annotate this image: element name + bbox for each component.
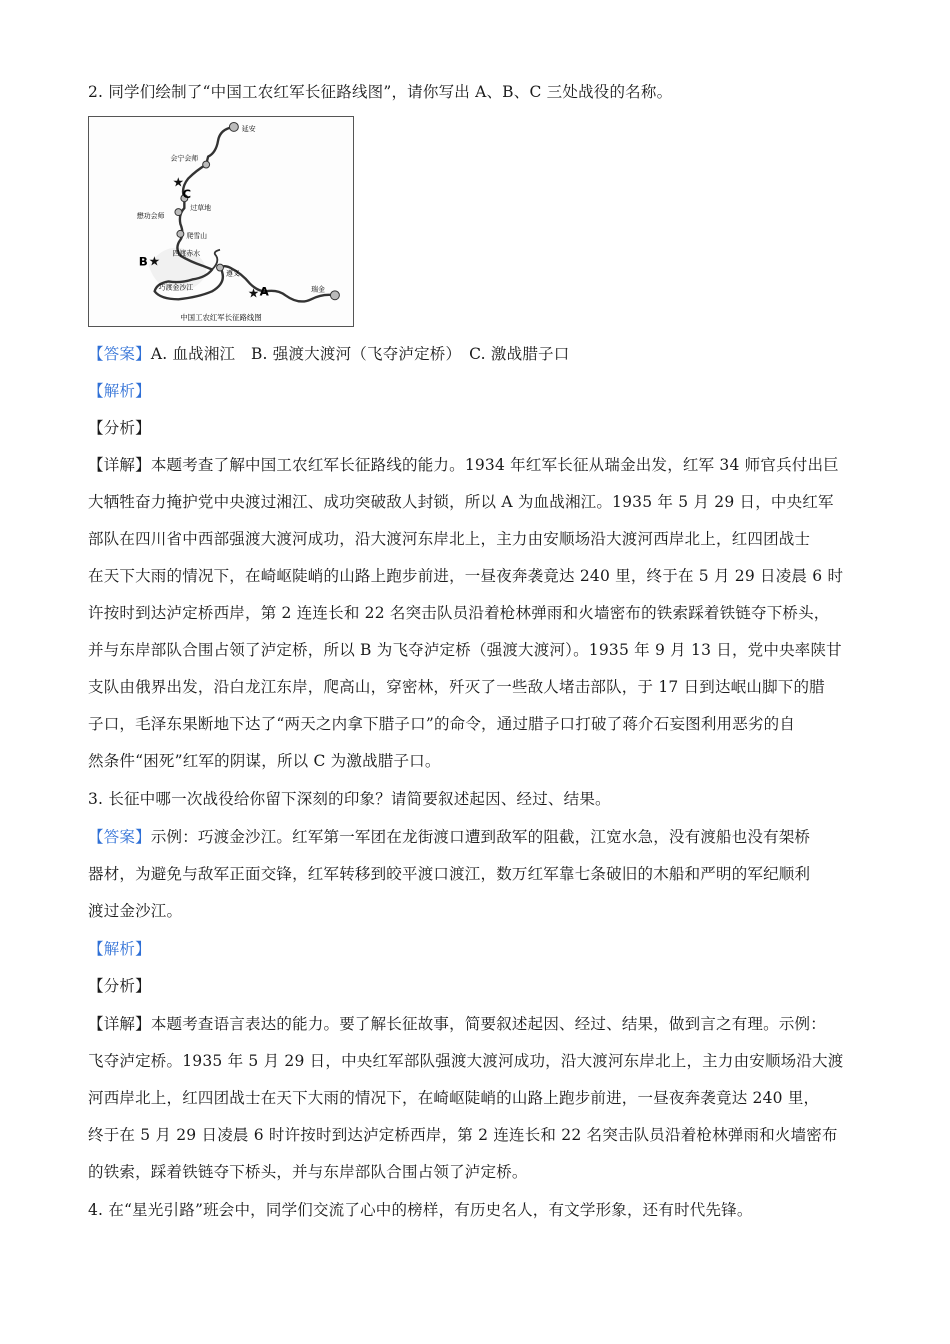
node-maogong — [175, 209, 182, 216]
label-zunyi: 遵义 — [225, 269, 240, 278]
detail-line: 许按时到达泸定桥西岸，第 2 连连长和 22 名突击队员沿着枪林弹雨和火墙密布的铁索踩着铁链夺下桥头， — [88, 604, 830, 622]
question-3: 3. 长征中哪一次战役给你留下深刻的印象？请简要叙述起因、经过、结果。 — [88, 790, 611, 808]
answer-2 — [88, 344, 569, 364]
detail-line: 河西岸北上，红四团战士在天下大雨的情况下，在崎岖陡峭的山路上跑步前进，一昼夜奔袭竟达 240 里， — [88, 1089, 820, 1107]
node-xueshan — [177, 230, 184, 237]
long-march-route-map — [88, 116, 354, 327]
node-ruijin — [330, 291, 339, 300]
detail-line: 并与东岸部队合围占领了泸定桥，所以 B 为飞夺泸定桥（强渡大渡河）。1935 年 9 月 13 日，党中央率陕甘 — [88, 641, 842, 659]
label-huining: 会宁会师 — [170, 154, 199, 163]
detail-line — [88, 455, 839, 475]
label-maogong: 懋功会师 — [136, 212, 165, 221]
detail-line: 在天下大雨的情况下，在崎岖陡峭的山路上跑步前进，一昼夜奔袭竟达 240 里，终于在 5 月 29 日凌晨 6 时 — [88, 567, 844, 585]
answer-3 — [88, 827, 810, 847]
label-xueshan: 爬雪山 — [186, 231, 208, 240]
label-c: C — [182, 187, 192, 202]
answer-tag: 【答案】 — [88, 345, 151, 363]
detail-line: 的铁索，踩着铁链夺下桥头，并与东岸部队合围占领了泸定桥。 — [88, 1163, 528, 1181]
answer-text: A. 血战湘江 B. 强渡大渡河（飞夺泸定桥） C. 激战腊子口 — [150, 345, 570, 363]
detail-line: 然条件“困死”红军的阴谋，所以 C 为激战腊子口。 — [88, 752, 441, 770]
detail-text: 本题考查了解中国工农红军长征路线的能力。1934 年红军长征从瑞金出发，红军 34 师官兵付出巨 — [150, 456, 839, 474]
node-huining — [203, 161, 210, 168]
label-b: B — [138, 254, 148, 269]
label-chishui: 四渡赤水 — [172, 249, 201, 258]
jiexi-tag: 【解析】 — [88, 940, 151, 958]
detail-tag: 【详解】 — [88, 456, 151, 474]
node-yanan — [229, 122, 238, 131]
answer-tag: 【答案】 — [88, 828, 151, 846]
answer-line: 器材，为避免与敌军正面交锋，红军转移到皎平渡口渡江，数万红军靠七条破旧的木船和严明的军纪顺利 — [88, 865, 811, 883]
label-ruijin: 瑞金 — [311, 285, 325, 294]
label-caodi: 过草地 — [190, 204, 212, 213]
question-2: 2. 同学们绘制了“中国工农红军长征路线图”，请你写出 A、B、C 三处战役的名称。 — [88, 83, 673, 101]
star-c-icon: ★ — [172, 175, 184, 191]
label-jinsha: 巧渡金沙江 — [158, 283, 194, 292]
detail-line: 终于在 5 月 29 日凌晨 6 时许按时到达泸定桥西岸，第 2 连连长和 22 名突击队员沿着枪林弹雨和火墙密布 — [88, 1126, 838, 1144]
detail-line: 飞夺泸定桥。1935 年 5 月 29 日，中央红军部队强渡大渡河成功，沿大渡河东岸北上，主力由安顺场沿大渡 — [88, 1052, 844, 1070]
route-map-svg — [89, 117, 353, 326]
star-a-icon: ★ — [247, 286, 260, 302]
label-yanan: 延安 — [241, 124, 256, 133]
detail-line: 部队在四川省中西部强渡大渡河成功，沿大渡河东岸北上，主力由安顺场沿大渡河西岸北上，红四团战士 — [88, 530, 811, 548]
detail-line — [88, 1014, 826, 1034]
detail-line: 支队由俄界出发，沿白龙江东岸，爬高山，穿密林，歼灭了一些敌人堵击部队，于 17 日到达岷山脚下的腊 — [88, 678, 825, 696]
detail-text: 本题考查语言表达的能力。要了解长征故事，简要叙述起因、经过、结果，做到言之有理。示例： — [150, 1015, 826, 1033]
star-b-icon: ★ — [148, 254, 161, 270]
label-a: A — [259, 284, 269, 299]
question-4: 4. 在“星光引路”班会中，同学们交流了心中的榜样，有历史名人，有文学形象，还有时代先锋。 — [88, 1201, 753, 1219]
detail-line: 大牺牲奋力掩护党中央渡过湘江、成功突破敌人封锁，所以 A 为血战湘江。1935 年 5 月 29 日，中央红军 — [88, 493, 834, 511]
fenxi-tag: 【分析】 — [88, 419, 151, 437]
map-caption: 中国工农红军长征路线图 — [180, 313, 262, 323]
detail-tag: 【详解】 — [88, 1015, 151, 1033]
answer-text: 示例：巧渡金沙江。红军第一军团在龙街渡口遭到敌军的阻截，江宽水急，没有渡船也没有架桥 — [150, 828, 811, 846]
answer-line: 渡过金沙江。 — [88, 902, 183, 920]
detail-line: 子口，毛泽东果断地下达了“两天之内拿下腊子口”的命令，通过腊子口打破了蒋介石妄图利用恶劣的自 — [88, 715, 796, 733]
jiexi-tag: 【解析】 — [88, 382, 151, 400]
fenxi-tag: 【分析】 — [88, 977, 151, 995]
node-zunyi — [217, 264, 224, 271]
